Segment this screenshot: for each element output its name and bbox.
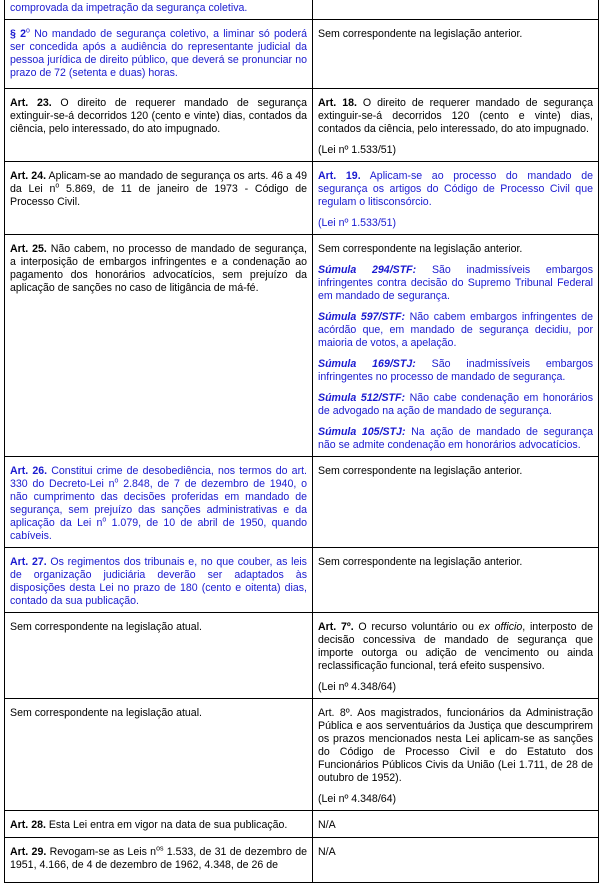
table-row [5, 235, 599, 457]
cell-current [5, 613, 313, 699]
law-comparison-table [4, 0, 599, 883]
sumula-label: Súmula 294/STF: [318, 264, 417, 276]
cell-previous [313, 20, 599, 89]
paragraph [10, 97, 307, 136]
cell-previous [313, 162, 599, 235]
table-row [5, 0, 599, 20]
italic-term: ex officio [478, 621, 523, 633]
cell-previous [313, 838, 599, 883]
table-row [5, 811, 599, 838]
table-row [5, 613, 599, 699]
paragraph: Sem correspondente na legislação anterior. [318, 243, 523, 255]
article-label: Art. 27. [10, 556, 47, 568]
sumula-text: São inadmissíveis embargos infringentes contra decisão do Supremo Tribunal Federal em mandado de segurança. [318, 264, 593, 302]
article-label: Art. 23. [10, 97, 52, 109]
paragraph-text: 1.533, de 31 de dezembro de 1951, 4.166, de 4 de dezembro de 1962, 4.348, de 26 de [10, 846, 308, 871]
paragraph-text: , interposto de decisão concessiva de mandado de segurança que importe outorga ou adição de vencimento ou ainda reclassificação funcional, terá efeito suspensivo. [318, 621, 593, 672]
table-row [5, 20, 599, 89]
table-row [5, 699, 599, 811]
paragraph: N/A [318, 846, 336, 858]
paragraph-text: 1.079, de 10 de abril de 1950, quando cabíveis. [10, 517, 307, 542]
cell-current [5, 162, 313, 235]
cell-previous [313, 613, 599, 699]
sumula-label: Súmula 105/STJ: [318, 426, 406, 438]
cell-current [5, 838, 313, 883]
sumula-label: Súmula 597/STF: [318, 311, 406, 323]
cell-current [5, 457, 313, 548]
superscript: o [26, 27, 30, 35]
cell-previous [313, 548, 599, 613]
paragraph-text: Não cabem, no processo de mandado de segurança, a interposição de embargos infringentes e a condenação ao pagamento dos honorários advocatícios, sem prejuízo da aplicação de sanções no caso de litigância de má-fé. [10, 243, 307, 294]
article-label: Art. 29. [10, 846, 47, 858]
paragraph-text: 2.848, de 7 de dezembro de 1940, o não cumprimento das decisões proferidas em mandado de segurança, sem prejuízo das sanções administrativas e da aplicação da Lei n [10, 478, 307, 529]
paragraph-text: Revogam-se as Leis n [46, 846, 157, 858]
paragraph [10, 28, 307, 80]
table-row [5, 162, 599, 235]
superscript: o [114, 477, 119, 485]
article-label: Art. 24. [10, 170, 47, 182]
paragraph-text: No mandado de segurança coletivo, a liminar só poderá ser concedida após a audiência do representante judicial da pessoa jurídica de direito público, que deverá se pronunciar no prazo de 72 (setenta e duas) horas. [10, 28, 307, 79]
sumula [318, 264, 593, 303]
paragraph-text: O direito de requerer mandado de segurança extinguir-se-á decorridos 120 (cento e vinte) dias, contados da ciência, pelo interessado, do ato impugnado. [10, 97, 307, 135]
cell-previous [313, 811, 599, 838]
source-note: (Lei nº 4.348/64) [318, 681, 397, 693]
sumula-text: Não cabem embargos infringentes de acórdão que, em mandado de segurança decidiu, por maioria de votos, a apelação. [318, 311, 593, 349]
cell-current [5, 811, 313, 838]
paragraph [10, 170, 307, 209]
superscript: o [55, 182, 60, 190]
paragraph [318, 170, 593, 209]
paragraph-text: Constitui crime de desobediência, nos termos do art. 330 do Decreto-Lei n [10, 465, 307, 490]
cell-previous [313, 457, 599, 548]
table-row [5, 838, 599, 883]
sumula [318, 311, 593, 350]
cell-current [5, 20, 313, 89]
paragraph [10, 465, 307, 543]
cell-current [5, 0, 313, 20]
sumula [318, 358, 593, 384]
paragraph [10, 846, 307, 872]
paragraph: Sem correspondente na legislação anterior. [318, 465, 523, 477]
table-row [5, 457, 599, 548]
paragraph: N/A [318, 819, 336, 831]
article-label: Art. 26. [10, 465, 48, 477]
paragraph [10, 819, 307, 832]
article-label: Art. 19. [318, 170, 361, 182]
source-note: (Lei nº 4.348/64) [318, 793, 397, 805]
sumula-text: São inadmissíveis embargos infringentes no processo de mandado de segurança. [318, 358, 594, 383]
sumula [318, 426, 593, 452]
paragraph: Sem correspondente na legislação anterior. [318, 28, 523, 40]
sumula-text: Na ação de mandado de segurança não se admite condenação em honorários advocatícios. [318, 426, 594, 451]
article-label: Art. 25. [10, 243, 47, 255]
section-label: § 2 [10, 28, 27, 40]
cell-previous [313, 235, 599, 457]
paragraph-text: Os regimentos dos tribunais e, no que couber, as leis de organização judiciária deverão ser adaptados às disposições desta Lei no prazo de 180 (cento e oitenta) dias, contado da sua publicação. [10, 556, 307, 607]
cell-current [5, 699, 313, 811]
table-row [5, 548, 599, 613]
source-note: (Lei nº 1.533/51) [318, 144, 397, 156]
article-label: Art. 7º. [318, 621, 354, 633]
paragraph-text: Aplicam-se ao processo do mandado de segurança os artigos do Código de Processo Civil que regulam o litisconsórcio. [318, 170, 594, 208]
superscript: o [102, 516, 107, 524]
paragraph: Art. 8º. Aos magistrados, funcionários da Administração Pública e aos serventuários da Justiça que descumprirem os prazos mencionados nesta Lei aplicam-se as sanções do Código de Processo Civil e do Estatuto dos Funcionários Públicos Civis da União (Lei 1.711, de 28 de outubro de 1952). [318, 707, 593, 784]
paragraph: Sem correspondente na legislação atual. [10, 621, 202, 633]
paragraph-text: Esta Lei entra em vigor na data de sua publicação. [45, 819, 288, 831]
paragraph [318, 621, 593, 673]
paragraph-text: O recurso voluntário ou [353, 621, 479, 633]
cell-current [5, 89, 313, 162]
article-label: Art. 28. [10, 819, 46, 831]
cell-previous [313, 89, 599, 162]
cell-current [5, 548, 313, 613]
paragraph [10, 556, 307, 608]
sumula-label: Súmula 169/STJ: [318, 358, 416, 370]
superscript: os [156, 845, 164, 853]
article-label: Art. 18. [318, 97, 357, 109]
sumula-label: Súmula 512/STF: [318, 392, 406, 404]
paragraph [318, 97, 593, 136]
cell-current [5, 235, 313, 457]
table-row [5, 89, 599, 162]
paragraph: Sem correspondente na legislação atual. [10, 707, 202, 719]
paragraph-text: O direito de requerer mandado de segurança extinguir-se-á decorridos 120 (cento e vinte) dias, contados da ciência, pelo interessado, do ato impugnado. [318, 97, 593, 135]
cell-previous [313, 0, 599, 20]
paragraph-text: 5.869, de 11 de janeiro de 1973 - Código de Processo Civil. [10, 183, 307, 208]
paragraph: Sem correspondente na legislação anterior. [318, 556, 523, 568]
source-note: (Lei nº 1.533/51) [318, 217, 397, 229]
paragraph-text: Aplicam-se ao mandado de segurança os arts. 46 a 49 da Lei n [10, 170, 307, 195]
sumula [318, 392, 593, 418]
sumula-text: Não cabe condenação em honorários de advogado na ação de mandado de segurança. [318, 392, 593, 417]
paragraph: comprovada da impetração da segurança coletiva. [10, 2, 248, 14]
cell-previous [313, 699, 599, 811]
paragraph [10, 243, 307, 295]
